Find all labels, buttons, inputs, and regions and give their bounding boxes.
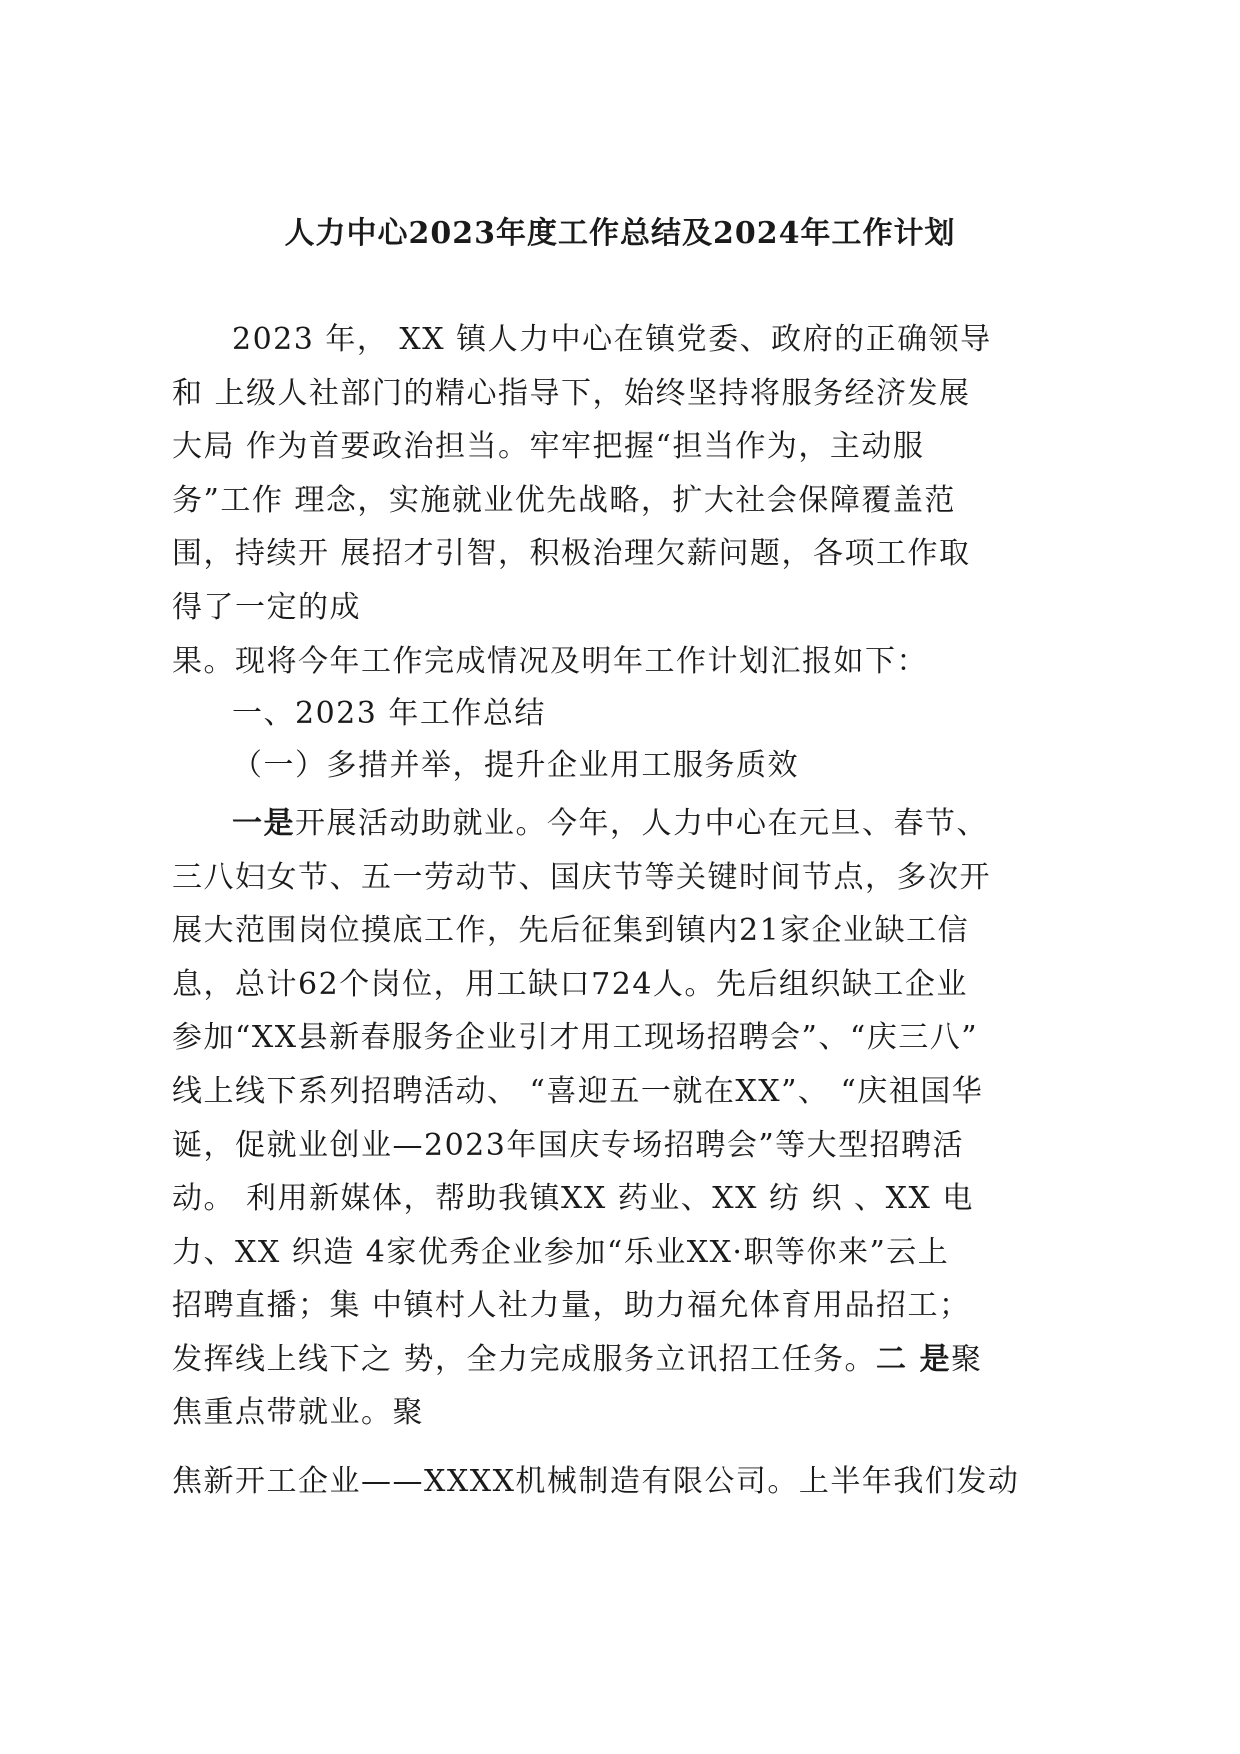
- paragraph-line: 展大范围岗位摸底工作，先后征集到镇内21家企业缺工信: [172, 913, 970, 948]
- document-title: 人力中心2023年度工作总结及2024年工作计划: [284, 216, 956, 251]
- section-heading: 一、2023 年工作总结: [232, 696, 546, 731]
- bold-marker: 一是: [232, 806, 295, 841]
- paragraph-line: 息，总计62个岗位，用工缺口724人。先后组织缺工企业: [172, 967, 968, 1002]
- paragraph-line: 力、XX 织造 4家优秀企业参加“乐业XX·职等你来”云上: [172, 1235, 950, 1270]
- paragraph-line: [232, 804, 988, 844]
- paragraph-line: 务”工作 理念，实施就业优先战略，扩大社会保障覆盖范: [172, 483, 956, 518]
- paragraph-line: 参加“XX县新春服务企业引才用工现场招聘会”、“庆三八”: [172, 1020, 979, 1055]
- paragraph-line: 焦新开工企业——XXXX机械制造有限公司。上半年我们发动: [172, 1464, 1020, 1499]
- paragraph-line: 焦重点带就业。聚: [172, 1395, 424, 1430]
- paragraph-text: 聚: [951, 1342, 983, 1377]
- paragraph-line: 三八妇女节、五一劳动节、国庆节等关键时间节点，多次开: [172, 860, 991, 895]
- paragraph-line: 招聘直播；集 中镇村人社力量，助力福允体育用品招工；: [172, 1288, 971, 1323]
- paragraph-text: 发挥线上线下之 势，全力完成服务立讯招工任务。: [172, 1342, 877, 1377]
- paragraph-line: 诞，促就业创业—2023年国庆专场招聘会”等大型招聘活: [172, 1128, 965, 1163]
- bold-marker: 二 是: [876, 1342, 951, 1377]
- paragraph-line: 和 上级人社部门的精心指导下，始终坚持将服务经济发展: [172, 376, 971, 411]
- paragraph-line: 线上线下系列招聘活动、 “喜迎五一就在XX”、 “庆祖国华: [172, 1074, 984, 1109]
- paragraph-line: 2023 年， XX 镇人力中心在镇党委、政府的正确领导: [232, 322, 992, 357]
- paragraph-line: 果。现将今年工作完成情况及明年工作计划汇报如下：: [172, 644, 928, 679]
- paragraph-line: [172, 1340, 983, 1380]
- paragraph-line: 大局 作为首要政治担当。牢牢把握“担当作为，主动服: [172, 429, 925, 464]
- paragraph-line: 动。 利用新媒体，帮助我镇XX 药业、XX 纺 织 、XX 电: [172, 1181, 974, 1216]
- paragraph-line: 围，持续开 展招才引智，积极治理欠薪问题，各项工作取: [172, 536, 971, 571]
- subsection-heading: （一）多措并举，提升企业用工服务质效: [232, 748, 799, 783]
- paragraph-text: 开展活动助就业。今年，人力中心在元旦、春节、: [295, 806, 988, 841]
- paragraph-line: 得了一定的成: [172, 590, 361, 625]
